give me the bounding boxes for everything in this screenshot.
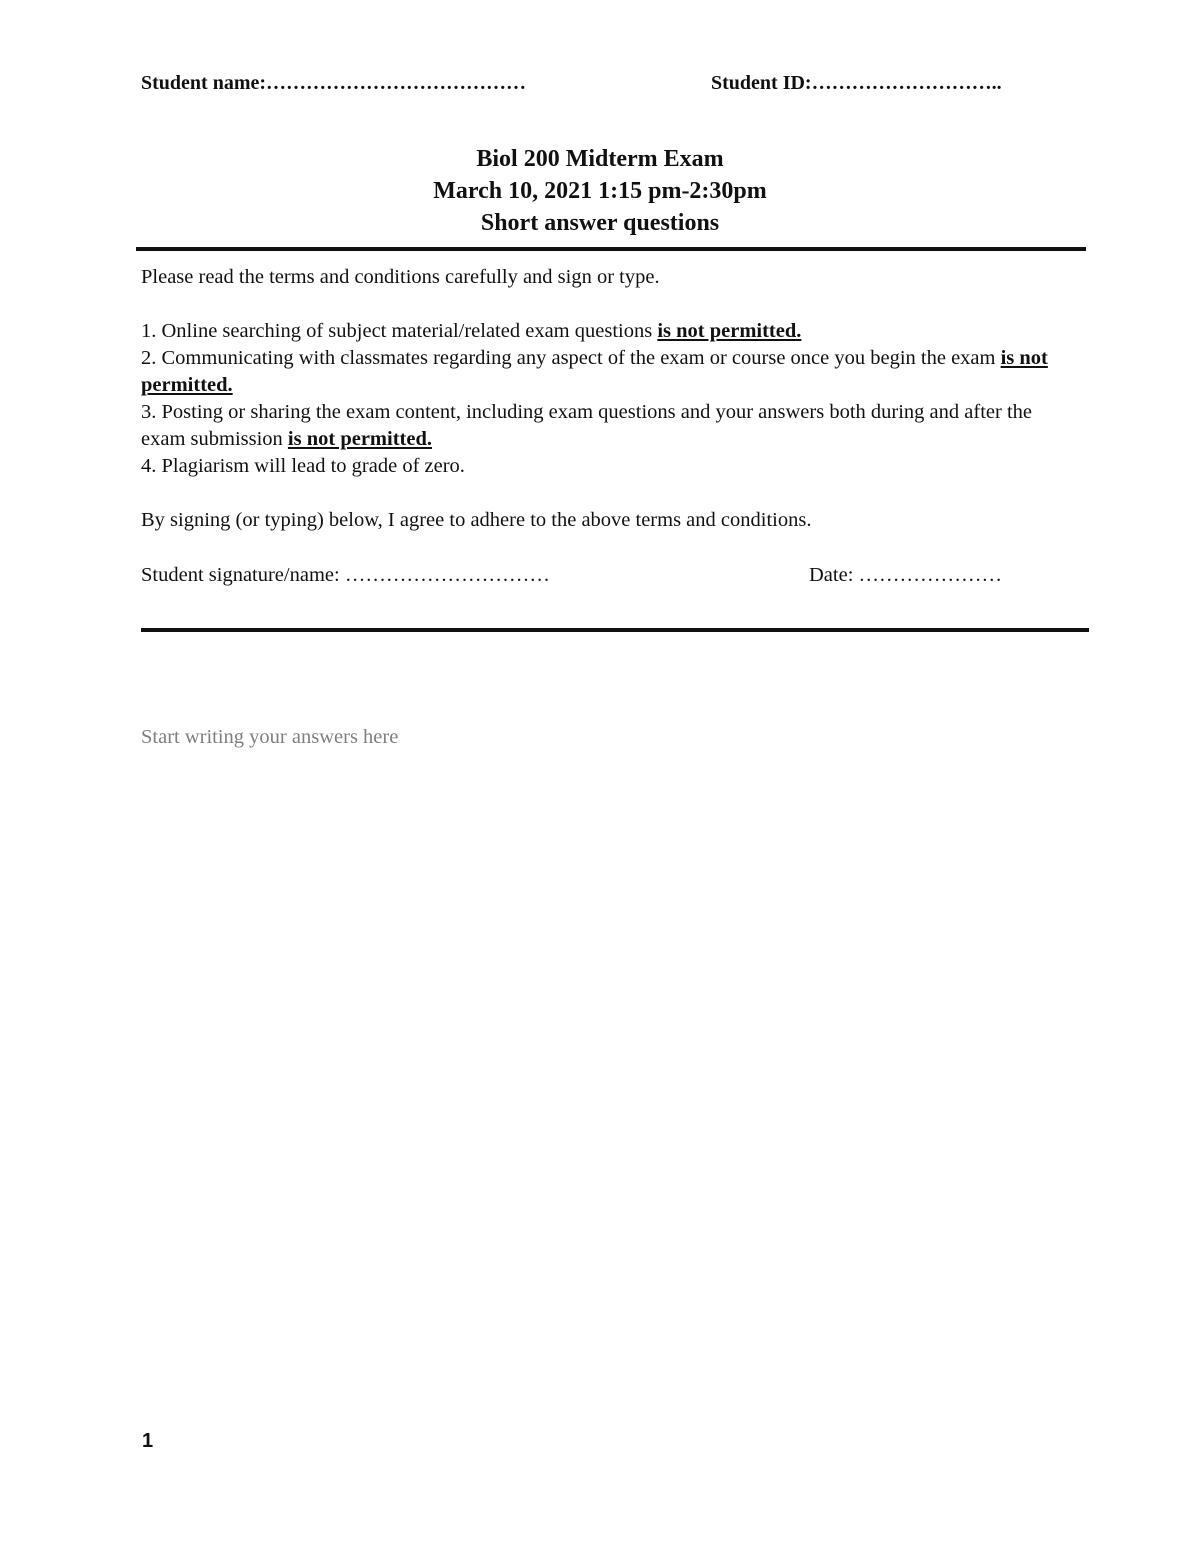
divider-bottom — [141, 628, 1089, 632]
terms-intro: Please read the terms and conditions carefully and sign or type. — [141, 266, 660, 288]
exam-section-title: Short answer questions — [480, 210, 720, 236]
exam-title: Biol 200 Midterm Exam — [476, 146, 724, 172]
exam-title-block — [0, 143, 1200, 239]
student-id-field[interactable]: Student ID:……………………….. — [711, 72, 1002, 94]
exam-date-time: March 10, 2021 1:15 pm-2:30pm — [433, 178, 767, 204]
term-item: 3. Posting or sharing the exam content, including exam questions and your answers both during and after the exam submission is not permitted. — [141, 401, 1032, 450]
student-signature-field[interactable]: Student signature/name: ………………………… — [141, 564, 550, 586]
term-emphasis: is not permitted. — [657, 320, 802, 342]
term-item: 1. Online searching of subject material/related exam questions is not permitted. — [141, 320, 802, 342]
page-number: 1 — [142, 1430, 154, 1452]
term-item: 4. Plagiarism will lead to grade of zero. — [141, 455, 465, 477]
agreement-statement: By signing (or typing) below, I agree to adhere to the above terms and conditions. — [141, 509, 812, 531]
term-item: 2. Communicating with classmates regarding any aspect of the exam or course once you begin the exam is not permitted. — [141, 347, 1048, 396]
student-name-field[interactable]: Student name:………………………………… — [141, 72, 527, 94]
student-info-header — [141, 72, 1088, 100]
divider-top — [136, 247, 1086, 251]
terms-and-conditions — [141, 264, 1061, 534]
term-emphasis: is not permitted. — [287, 428, 432, 450]
date-field[interactable]: Date: ………………… — [809, 564, 1003, 586]
answer-area-placeholder[interactable]: Start writing your answers here — [141, 726, 399, 748]
term-emphasis: is not permitted. — [141, 347, 1048, 396]
signature-row — [141, 562, 1061, 589]
